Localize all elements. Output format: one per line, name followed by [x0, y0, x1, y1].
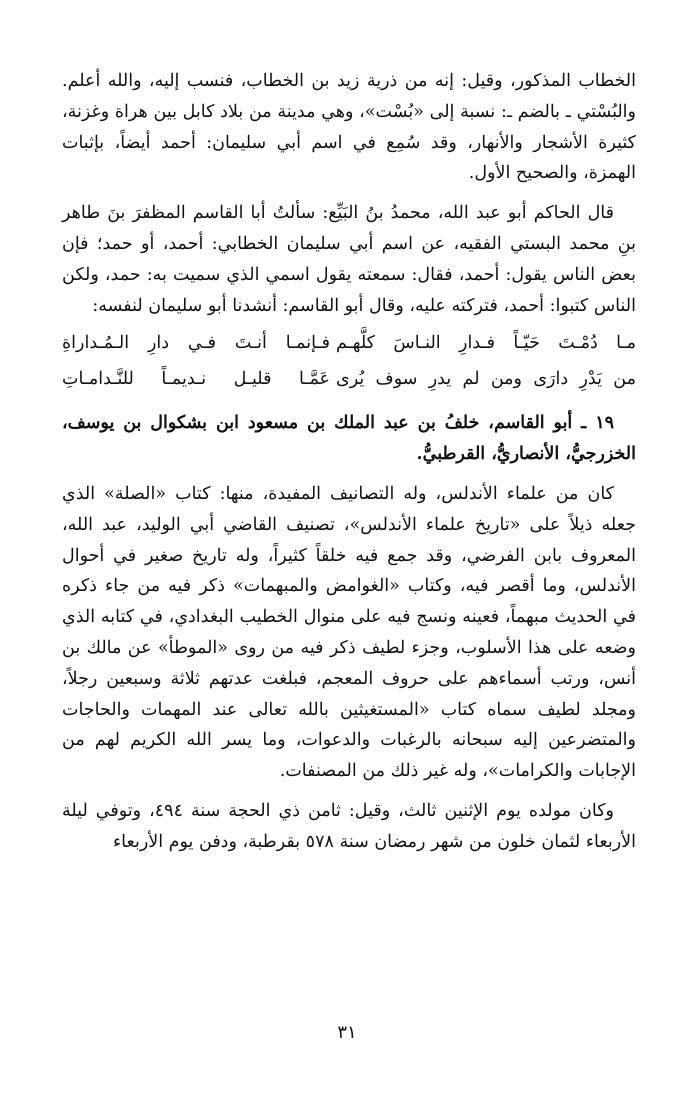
verse-first-hemistich: من يَدْرِ دارَى ومن لم يدرِ سوف يُرى — [336, 369, 636, 390]
poem-verses — [62, 325, 636, 397]
paragraph-ibn-bashkuwal-works: كان من علماء الأندلس، وله التصانيف المفيدة، منها: كتاب «الصلة» الذي جعله ذيلاً على «تاريخ علماء الأندلس»، تصنيف القاضي أبي الوليد، عبد الله، المعروف بابن الفرضي، وقد جمع فيه خلقاً كثيراً، وله تاريخ صغير في أحوال الأندلس، وما أقصر فيه، وكتاب «الغوامض والمبهمات» ذكر فيه من جاء ذكره في الحديث مبهماً، فعينه ونسج فيه على منوال الخطيب البغدادي، في كتابه الذي وضعه على هذا الأسلوب، وجزء لطيف ذكر فيه من روى «الموطأ» عن مالك بن أنس، ورتب أسماءهم على حروف المعجم، فبلغت عدتهم ثلاثة وسبعين رجلاً، ومجلد لطيف سماه كتاب «المستغيثين بالله تعالى عند المهمات والحاجات والمتضرعين إليه سبحانه بالرغبات والدعوات، وما يسر الله الكريم لهم من الإجابات والكرامات»، وله غير ذلك من المصنفات. — [62, 483, 636, 782]
verse-line — [62, 361, 636, 397]
page-body — [62, 66, 636, 858]
paragraph-khattabi-lineage: الخطاب المذكور، وقيل: إنه من ذرية زيد بن الخطاب، فنسب إليه، والله أعلم. والبُسْتي ـ بالضم ـ: نسبة إلى «بُسْت»، وهي مدينة من بلاد كابل بين هراة وغزنة، كثيرة الأشجار والأنهار، وقد سُمِع في اسم أبي سليمان: أحمد أيضاً، بإثبات الهمزة، والصحيح الأول. — [62, 71, 636, 184]
paragraph-birth-death: وكان مولده يوم الإثنين ثالث، وقيل: ثامن ذي الحجة سنة ٤٩٤، وتوفي ليلة الأربعاء لثمان خلون من شهر رمضان سنة ٥٧٨ بقرطبة، ودفن يوم الأربعاء — [62, 800, 636, 852]
verse-first-hemistich: مـا دُمْـتَ حَيّـاً فـدارِ النـاسَ كلَّهـم — [336, 333, 636, 354]
verse-second-hemistich: عَمَّـا قليـل نـديمـاً للنَّـدامـاتِ — [62, 369, 330, 390]
paragraph-hakim-narration: قال الحاكم أبو عبد الله، محمدُ بنُ البَيِّع: سألتُ أبا القاسم المظفرَ بنَ طاهر بنِ محمد البستي الفقيه، عن اسم أبي سليمان الخطابي: أحمد، أو حمد؛ فإن بعض الناس يقول: أحمد، فقال: سمعته يقول اسمي الذي سميت به: حمد، ولكن الناس كتبوا: أحمد، فتركته عليه، وقال أبو القاسم: أنشدنا أبو سليمان لنفسه: — [62, 203, 636, 316]
verse-second-hemistich: فـإنمـا أنـتَ فـي دارِ الـمُـداراةِ — [62, 333, 330, 354]
page-number: ٣١ — [337, 1022, 357, 1043]
verse-line — [62, 325, 636, 361]
entry-heading: ١٩ ـ أبو القاسم، خلفُ بن عبد الملك بن مسعود ابن بشكوال بن يوسف، الخزرجيُّ، الأنصاريُّ، القرطبيُّ. — [62, 413, 636, 465]
